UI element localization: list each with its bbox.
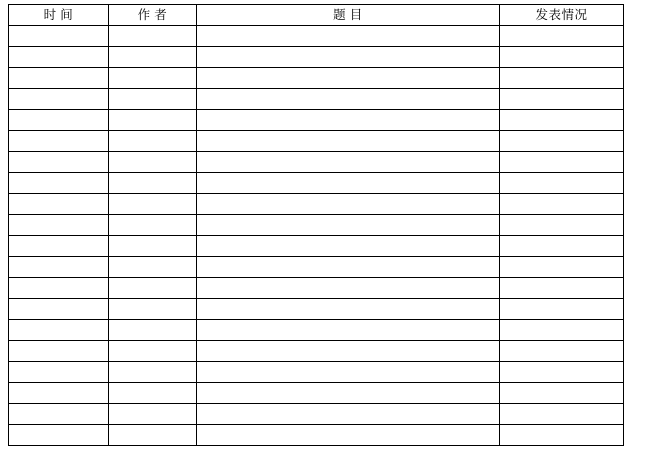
cell-time[interactable] <box>9 131 109 152</box>
cell-author[interactable] <box>109 341 197 362</box>
table-row <box>9 299 624 320</box>
cell-publication[interactable] <box>500 194 624 215</box>
table-row <box>9 131 624 152</box>
cell-time[interactable] <box>9 383 109 404</box>
column-header-time-label: 时 间 <box>43 8 74 22</box>
cell-time[interactable] <box>9 278 109 299</box>
cell-title[interactable] <box>197 194 500 215</box>
cell-author[interactable] <box>109 278 197 299</box>
cell-title[interactable] <box>197 404 500 425</box>
cell-title[interactable] <box>197 26 500 47</box>
cell-publication[interactable] <box>500 236 624 257</box>
table-row <box>9 383 624 404</box>
cell-author[interactable] <box>109 47 197 68</box>
cell-time[interactable] <box>9 173 109 194</box>
cell-author[interactable] <box>109 26 197 47</box>
cell-author[interactable] <box>109 89 197 110</box>
cell-author[interactable] <box>109 194 197 215</box>
table-row <box>9 362 624 383</box>
table-row <box>9 257 624 278</box>
cell-title[interactable] <box>197 215 500 236</box>
cell-author[interactable] <box>109 404 197 425</box>
table-body <box>9 26 624 446</box>
cell-time[interactable] <box>9 215 109 236</box>
cell-author[interactable] <box>109 173 197 194</box>
cell-time[interactable] <box>9 152 109 173</box>
cell-author[interactable] <box>109 236 197 257</box>
cell-author[interactable] <box>109 362 197 383</box>
cell-publication[interactable] <box>500 173 624 194</box>
column-header-publication-label: 发表情况 <box>535 8 588 22</box>
header-row <box>9 5 624 26</box>
cell-publication[interactable] <box>500 89 624 110</box>
table-row <box>9 236 624 257</box>
column-header-title-label: 题 目 <box>333 8 363 22</box>
cell-title[interactable] <box>197 341 500 362</box>
cell-title[interactable] <box>197 320 500 341</box>
cell-publication[interactable] <box>500 215 624 236</box>
cell-author[interactable] <box>109 131 197 152</box>
cell-author[interactable] <box>109 383 197 404</box>
cell-time[interactable] <box>9 257 109 278</box>
cell-author[interactable] <box>109 110 197 131</box>
cell-publication[interactable] <box>500 404 624 425</box>
table-row <box>9 320 624 341</box>
table-row <box>9 47 624 68</box>
cell-publication[interactable] <box>500 131 624 152</box>
cell-time[interactable] <box>9 299 109 320</box>
cell-publication[interactable] <box>500 152 624 173</box>
cell-title[interactable] <box>197 278 500 299</box>
table-header <box>9 5 624 26</box>
cell-publication[interactable] <box>500 47 624 68</box>
cell-publication[interactable] <box>500 278 624 299</box>
cell-time[interactable] <box>9 362 109 383</box>
table-row <box>9 215 624 236</box>
cell-publication[interactable] <box>500 257 624 278</box>
cell-publication[interactable] <box>500 425 624 446</box>
column-header-author <box>109 5 197 26</box>
cell-title[interactable] <box>197 110 500 131</box>
cell-author[interactable] <box>109 425 197 446</box>
publication-table <box>8 4 624 446</box>
cell-author[interactable] <box>109 257 197 278</box>
cell-publication[interactable] <box>500 383 624 404</box>
cell-title[interactable] <box>197 425 500 446</box>
cell-title[interactable] <box>197 89 500 110</box>
cell-title[interactable] <box>197 383 500 404</box>
cell-publication[interactable] <box>500 320 624 341</box>
cell-time[interactable] <box>9 194 109 215</box>
cell-time[interactable] <box>9 26 109 47</box>
column-header-author-label: 作 者 <box>137 8 168 22</box>
cell-author[interactable] <box>109 299 197 320</box>
table-row <box>9 404 624 425</box>
cell-title[interactable] <box>197 47 500 68</box>
cell-author[interactable] <box>109 152 197 173</box>
cell-author[interactable] <box>109 215 197 236</box>
cell-author[interactable] <box>109 320 197 341</box>
cell-title[interactable] <box>197 257 500 278</box>
cell-title[interactable] <box>197 131 500 152</box>
table-row <box>9 68 624 89</box>
cell-title[interactable] <box>197 299 500 320</box>
cell-publication[interactable] <box>500 26 624 47</box>
cell-publication[interactable] <box>500 299 624 320</box>
column-header-publication <box>500 5 624 26</box>
publication-record-sheet <box>0 4 651 456</box>
cell-time[interactable] <box>9 89 109 110</box>
cell-title[interactable] <box>197 173 500 194</box>
column-header-time <box>9 5 109 26</box>
cell-time[interactable] <box>9 320 109 341</box>
cell-time[interactable] <box>9 68 109 89</box>
table-row <box>9 173 624 194</box>
cell-time[interactable] <box>9 341 109 362</box>
table-row <box>9 425 624 446</box>
cell-title[interactable] <box>197 236 500 257</box>
column-header-title <box>197 5 500 26</box>
cell-title[interactable] <box>197 362 500 383</box>
cell-title[interactable] <box>197 68 500 89</box>
cell-publication[interactable] <box>500 341 624 362</box>
table-row <box>9 26 624 47</box>
cell-time[interactable] <box>9 236 109 257</box>
cell-publication[interactable] <box>500 110 624 131</box>
cell-time[interactable] <box>9 425 109 446</box>
table-row <box>9 194 624 215</box>
cell-time[interactable] <box>9 47 109 68</box>
table-row <box>9 110 624 131</box>
table-row <box>9 278 624 299</box>
cell-time[interactable] <box>9 110 109 131</box>
cell-publication[interactable] <box>500 68 624 89</box>
cell-publication[interactable] <box>500 362 624 383</box>
cell-title[interactable] <box>197 152 500 173</box>
table-row <box>9 341 624 362</box>
cell-time[interactable] <box>9 404 109 425</box>
table-row <box>9 89 624 110</box>
cell-author[interactable] <box>109 68 197 89</box>
table-row <box>9 152 624 173</box>
